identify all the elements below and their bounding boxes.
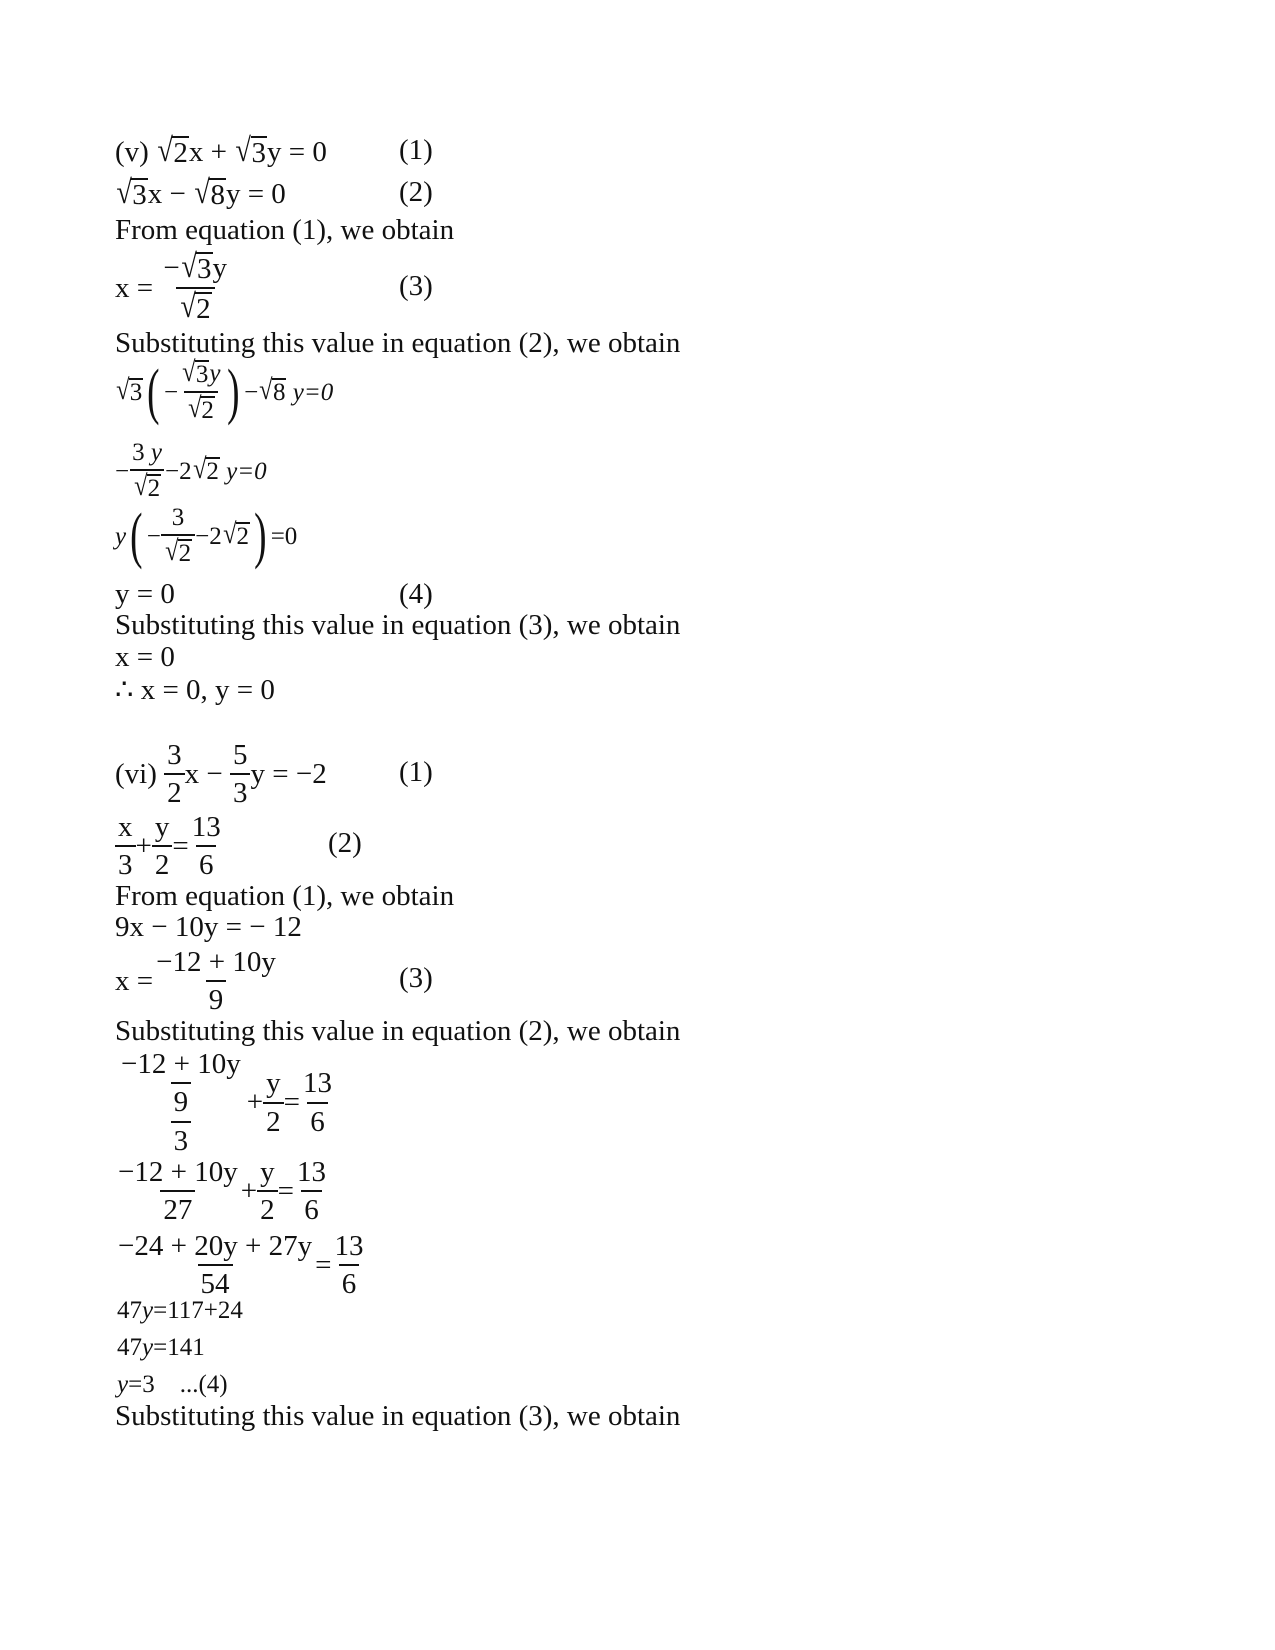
vi-equation-2: $\frac{x}{3}$ + $\frac{y}{2}$ = $\frac{13}{6}$: [115, 812, 224, 881]
vi-text-sub-eq2: Substituting this value in equation (2), we obtain: [115, 1015, 681, 1047]
vi-eq1-tag: (1): [399, 756, 433, 788]
fraction: $\frac{-12 + 10y}{27}$: [118, 1156, 238, 1227]
v-step-3: y ( − 3 √ 2 −2 √ 2 ) =0: [115, 502, 298, 571]
fraction: √ 3 y √ 2: [182, 356, 221, 425]
fraction: $\frac{3}{2}$: [164, 740, 185, 809]
sqrt: √ 2: [157, 132, 188, 169]
fraction: − √ 3 y √ 2: [163, 248, 228, 326]
vi-eq3-tag: (3): [399, 962, 433, 994]
vi-eq2-tag: (2): [328, 827, 362, 859]
vi-line-47y-2: 47y=141: [117, 1334, 205, 1361]
v-step-2: − 3 y √ 2 −2 √ 2 y=0: [115, 439, 267, 503]
v-label: (v): [115, 136, 149, 168]
vi-line-y3: y=3 ...(4): [117, 1371, 228, 1398]
v-result: ∴ x = 0, y = 0: [115, 674, 275, 706]
vi-line-47y-1: 47y=117+24: [117, 1297, 243, 1324]
v-eq1-tag: (1): [399, 134, 433, 166]
vi-step-2: $\frac{-12 + 10y}{27}$ + $\frac{y}{2}$ = $\frac{13}{6}$: [115, 1157, 329, 1226]
fraction: $\frac{5}{3}$: [230, 740, 251, 809]
fraction: 3 y √ 2: [129, 440, 165, 503]
fraction: 3 √ 2: [161, 505, 195, 568]
vi-equation-1: (vi) $\frac{3}{2}$ x − $\frac{5}{3}$ y = −2: [115, 739, 327, 810]
fraction: $\frac{13}{6}$: [302, 1067, 332, 1138]
vi-equation-3: x = $\frac{-12 + 10y}{9}$: [115, 947, 279, 1016]
fraction: $\frac{-24 + 20y + 27y}{54}$: [118, 1230, 313, 1301]
v-eq2-tag: (2): [399, 176, 433, 208]
fraction: $\frac{13}{6}$: [191, 811, 221, 882]
fraction: $\frac{13}{6}$: [296, 1156, 326, 1227]
fraction: $\frac{y}{2}$: [152, 812, 173, 881]
sqrt: √ 8: [194, 174, 225, 211]
fraction: $\frac{13}{6}$: [334, 1230, 364, 1301]
v-step-1: √ 3 ( − √ 3 y √ 2 ) − √ 8 y=0: [116, 356, 334, 427]
sqrt: √ 3: [116, 174, 147, 211]
fraction: $\frac{y}{2}$: [257, 1157, 278, 1226]
v-text-from-eq1: From equation (1), we obtain: [115, 214, 455, 246]
fraction: $\frac{x}{3}$: [115, 812, 136, 881]
vi-step-3: $\frac{-24 + 20y + 27y}{54}$ = $\frac{13}{6}$: [115, 1231, 366, 1300]
v-text-sub-eq3: Substituting this value in equation (3), we obtain: [115, 609, 681, 641]
sqrt: √ 3: [235, 132, 267, 169]
vi-compound-step-1: $\frac{\frac{-12 + 10y}{9}}{3}$ + $\frac{y}{2}$ = $\frac{13}{6}$: [115, 1049, 335, 1156]
vi-label: (vi): [115, 757, 157, 790]
v-equation-3: x = − √ 3 y √ 2: [115, 252, 230, 325]
v-equation-2: √ 3 x − √ 8 y = 0: [116, 174, 286, 211]
v-text-sub-eq2: Substituting this value in equation (2), we obtain: [115, 327, 681, 359]
vi-text-sub-eq3: Substituting this value in equation (3), we obtain: [115, 1400, 681, 1432]
fraction: $\frac{y}{2}$: [263, 1068, 284, 1137]
v-eq4-tag: (4): [399, 578, 433, 610]
v-x-value: x = 0: [115, 641, 175, 673]
v-equation-1: (v) √ 2 x + √ 3 y = 0: [115, 132, 327, 169]
v-equation-4: y = 0: [115, 578, 175, 610]
vi-line-9x: 9x − 10y = − 12: [115, 911, 302, 943]
compound-fraction: $\frac{\frac{-12 + 10y}{9}}{3}$: [121, 1048, 241, 1157]
fraction: $\frac{-12 + 10y}{9}$: [156, 946, 276, 1017]
v-eq3-tag: (3): [399, 270, 433, 302]
vi-text-from-eq1: From equation (1), we obtain: [115, 880, 455, 912]
